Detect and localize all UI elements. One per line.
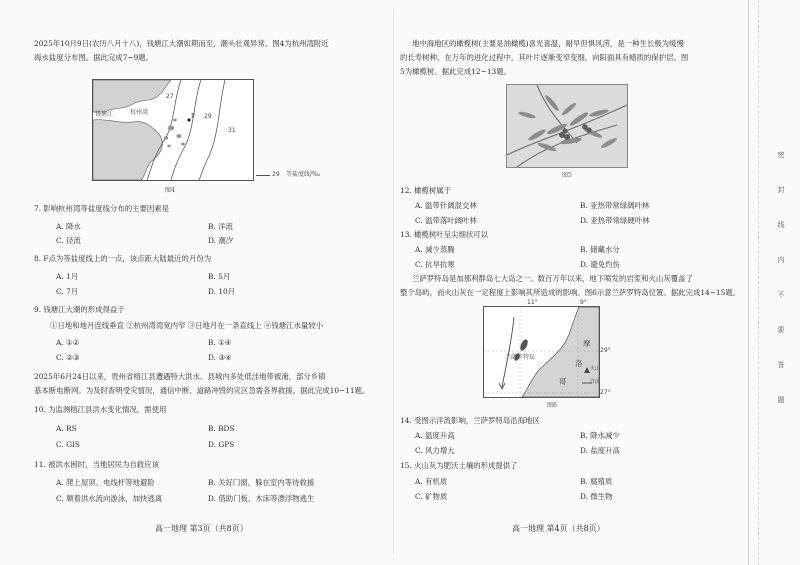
question-13-stem: 13. 橄榄树叶呈尖细状可以 (400, 230, 489, 239)
intro-12-13-line2: 的长寿树种。在万年的进化过程中，其叶片逐渐变窄变细，向阳面具有蜡质的保护层。图 (400, 53, 689, 62)
figure-5-olive-photo (506, 84, 628, 168)
binding-margin-line (748, 0, 749, 565)
question-7-option-c: C. 径流 (56, 236, 81, 245)
legend-volcano-text: 火山 (590, 366, 601, 372)
question-14-stem: 14. 受图示洋流影响，兰萨罗特岛沿海地区 (400, 416, 540, 425)
isoline-31 (199, 80, 225, 180)
margin-char-7: 答 (777, 361, 785, 369)
margin-char-8: 题 (777, 396, 785, 404)
margin-char-3: 线 (777, 221, 785, 229)
question-7-option-d: D. 潮汐 (208, 236, 234, 245)
intro-7-9-line2: 海水盐度分布图。据此完成7~9题。 (34, 53, 154, 62)
figure-6-map (483, 306, 600, 398)
lon-label-9: 9° (580, 299, 587, 306)
legend-isoline-symbol (256, 175, 270, 176)
margin-char-5: 不 (777, 291, 785, 299)
question-10-option-b: B. BDS (208, 424, 235, 433)
figure-5-svg (507, 85, 627, 167)
isoline-label-29: 29 (204, 113, 212, 120)
label-morocco-3: 哥 (559, 377, 567, 386)
margin-char-6: 要 (777, 326, 785, 334)
intro-12-13-line3: 5为橄榄树。据此完成12~13题。 (400, 67, 512, 76)
figure-6-caption: 图6 (547, 402, 557, 409)
figure-4-caption: 图4 (165, 187, 175, 194)
intro-12-13-line1: 地中海地区的橄榄树(主要是油橄榄)喜光喜温，耐旱但惧风涝，是一种生长极为缓慢 (412, 39, 684, 48)
question-12-option-a: A. 温带针阔混交林 (415, 201, 477, 210)
question-14-option-b: B. 降水减少 (580, 431, 620, 440)
question-14-option-a: A. 温度升高 (415, 431, 455, 440)
isoline-label-31: 31 (228, 127, 236, 134)
question-15-option-b: B. 腐殖质 (580, 477, 613, 486)
question-15-option-d: D. 微生物 (580, 492, 613, 501)
question-13-option-c: C. 抗旱抗寒 (415, 260, 455, 269)
question-11-option-a: A. 爬上屋顶、电线杆等地避险 (56, 478, 155, 487)
lat-label-29: 29° (600, 347, 611, 354)
question-12-option-c: C. 温带落叶阔叶林 (415, 216, 477, 225)
intro-10-11-line1: 2025年6月24日以来，贵州省榕江县遭遇特大洪水。县城内多处低洼地带被淹，部分乡镇 (34, 372, 326, 381)
question-11-option-c: C. 顺着洪水流向游泳，加快逃离 (56, 494, 163, 503)
page-divider (393, 10, 394, 555)
intro-14-15-line1: 兰萨罗特岛是加那利群岛七大岛之一。数百万年以来，地下喷发的岩浆和火山灰覆盖了 (412, 274, 693, 283)
question-10-option-a: A. RS (56, 424, 77, 433)
label-morocco-2: 洛 (575, 359, 583, 368)
question-8-option-c: C. 7月 (56, 287, 79, 296)
question-13-option-b: B. 储藏水分 (580, 245, 620, 254)
intro-10-11-line2: 基本断电断网。为及时查明受灾情况，通信中断、道路冲毁的灾区急需各界救援。据此完成10~11题。 (34, 386, 370, 395)
question-11-option-b: B. 关好门窗，躲在室内等待救援 (208, 478, 315, 487)
question-14-option-c: C. 风力增大 (415, 446, 455, 455)
margin-char-1: 密 (777, 151, 785, 159)
question-14-option-d: D. 盐度升高 (580, 446, 620, 455)
margin-char-4: 内 (777, 256, 785, 264)
question-9-conditions: ①日地和地月连线垂直 ②杭州湾湾宽内窄 ③日地月在一条直线上 ④钱塘江水量较小 (50, 321, 324, 330)
question-9-option-b: B. ①④ (208, 338, 232, 347)
question-7-option-a: A. 降水 (56, 222, 81, 231)
question-15-option-a: A. 有机质 (415, 477, 448, 486)
lon-label-11: 11° (527, 299, 538, 306)
question-8-option-b: B. 5月 (208, 272, 231, 281)
zhoushan-islands (164, 119, 185, 147)
question-10-stem: 10. 为监测榕江县洪水变化情况，需使用 (34, 405, 167, 414)
binding-margin-dashed-line (758, 0, 759, 565)
question-9-option-c: C. ②③ (56, 353, 80, 362)
question-10-option-c: C. GIS (56, 440, 80, 449)
current-arrow (502, 317, 514, 387)
legend-isoline-text: 等盐度线/‰ (286, 171, 321, 178)
question-8-stem: 8. F点为等盐度线上的一点，该点距大陆最近的月份为 (34, 254, 212, 263)
question-9-option-a: A. ①② (56, 338, 80, 347)
north-land (93, 80, 171, 112)
figure-6-svg (484, 307, 599, 397)
figure-5-caption: 图5 (562, 172, 572, 179)
isoline-29 (171, 80, 201, 180)
south-land (93, 120, 162, 180)
question-9-option-d: D. ③④ (208, 353, 232, 362)
question-7-stem: 7. 影响杭州湾等盐度线分布的主要因素是 (34, 204, 170, 213)
question-11-option-d: D. 借助门板、木床等漂浮物逃生 (208, 494, 315, 503)
question-15-option-c: C. 矿物质 (415, 492, 448, 501)
question-7-option-b: B. 洋流 (208, 222, 233, 231)
question-12-stem: 12. 橄榄树属于 (400, 186, 452, 195)
intro-7-9-line1: 2025年10月9日(农历八月十八)，钱塘江大潮如期而至，潮头壮观异常。图4为杭州湾附近 (34, 39, 329, 48)
label-lanzarote: 兰萨罗特岛 (505, 354, 536, 361)
question-10-option-d: D. GPS (208, 440, 235, 449)
footer-page-4: 高一地理 第4页（共8页） (512, 524, 605, 533)
label-point-f: F (191, 113, 196, 120)
footer-page-3: 高一地理 第3页（共8页） (155, 524, 248, 533)
lat-label-27: 27° (600, 389, 611, 396)
label-qiantang-river: 钱塘江 (95, 111, 114, 118)
question-11-stem: 11. 被洪水困时，当地居民为自救应该 (34, 460, 159, 469)
label-morocco-1: 摩 (583, 339, 591, 348)
question-13-option-d: D. 避免灼伤 (580, 260, 620, 269)
intro-14-15-line2: 整个岛屿，而火山灰在一定程度上影响其所造成的影响。图6示意兰萨罗特岛位置。据此完成14~15题。 (400, 288, 741, 297)
question-8-option-a: A. 1月 (56, 272, 79, 281)
margin-char-2: 封 (777, 186, 785, 194)
question-9-stem: 9. 钱塘江大潮的形成得益于 (34, 305, 125, 314)
label-hangzhou-bay: 杭州湾 (130, 109, 149, 116)
question-13-option-a: A. 减少蒸腾 (415, 245, 455, 254)
question-12-option-b: B. 亚热带常绿阔叶林 (580, 201, 650, 210)
question-8-option-d: D. 10月 (208, 287, 236, 296)
question-15-stem: 15. 火山灰为肥沃土壤的形成提供了 (400, 461, 518, 470)
legend-isoline-value: 29 (272, 171, 280, 178)
legend-current-text: 洋流 (590, 379, 601, 385)
isoline-label-27: 27 (166, 93, 174, 100)
question-12-option-d: D. 亚热带常绿硬叶林 (580, 216, 650, 225)
